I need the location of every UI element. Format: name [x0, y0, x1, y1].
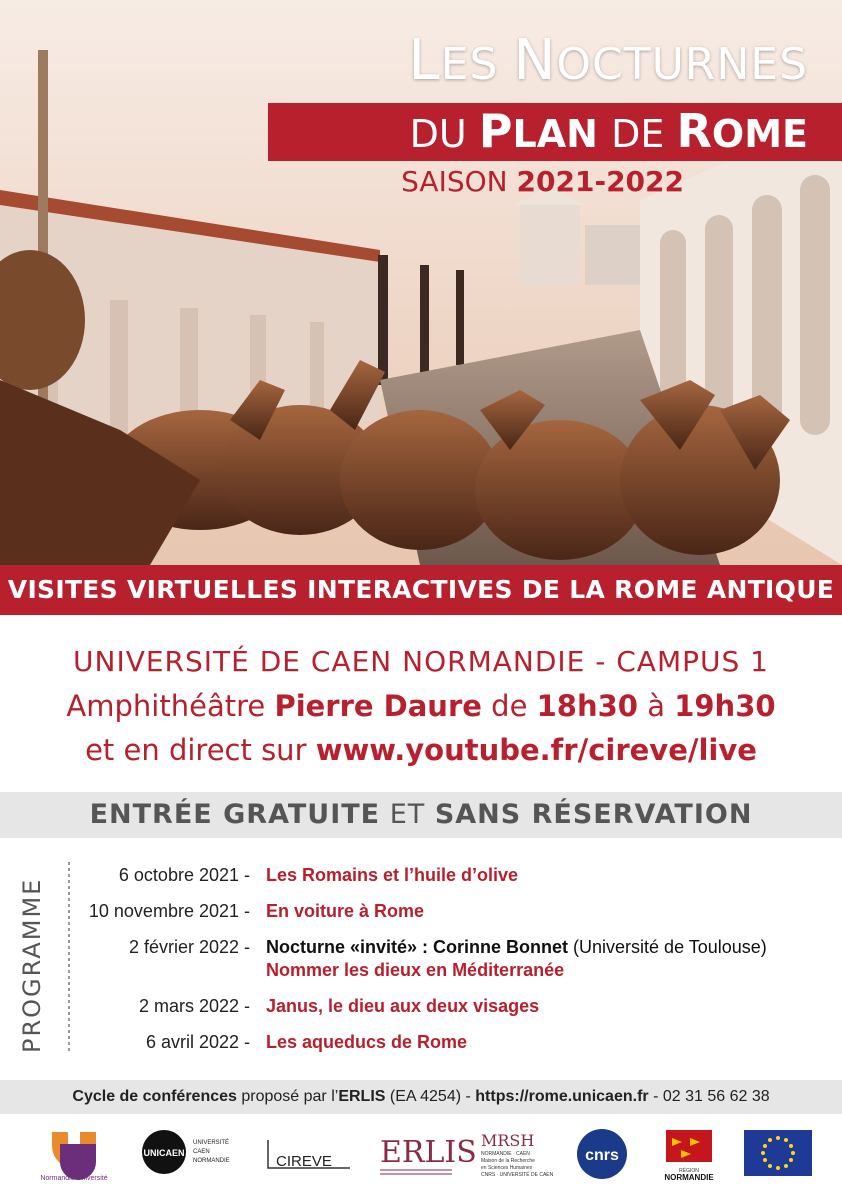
entry-notice: ENTRÉE GRATUITE ET SANS RÉSERVATION	[0, 792, 842, 838]
footer-info: Cycle de conférences proposé par l’ERLIS (EA 4254) - https://rome.unicaen.fr - 02 31 56 62 38	[0, 1080, 842, 1114]
svg-text:NORMANDIE · CAEN: NORMANDIE · CAEN	[481, 1151, 530, 1157]
season-label: SAISON	[401, 165, 508, 198]
logos-strip	[0, 1114, 842, 1191]
cnrs-logo	[577, 1129, 627, 1179]
season-years: 2021-2022	[516, 165, 684, 198]
programme-date: 6 avril 2022 -	[145, 1032, 250, 1052]
venue-line-3: et en direct sur www.youtube.fr/cireve/live	[85, 733, 757, 767]
website-link[interactable]: https://rome.unicaen.fr	[475, 1088, 649, 1105]
erlis-logo	[380, 1135, 477, 1174]
programme-divider	[68, 862, 70, 1054]
svg-text:NORMANDIE: NORMANDIE	[664, 1173, 714, 1182]
venue-line-1: UNIVERSITÉ DE CAEN NORMANDIE - CAMPUS 1	[73, 645, 769, 678]
programme-date: 2 mars 2022 -	[138, 996, 250, 1016]
unicaen-logo	[142, 1130, 230, 1174]
mrsh-logo	[481, 1131, 554, 1178]
programme-date: 6 octobre 2021 -	[118, 865, 250, 885]
programme-date: 2 février 2022 -	[128, 937, 250, 957]
programme-title: En voiture à Rome	[266, 901, 425, 921]
svg-text:CAEN: CAEN	[193, 1149, 210, 1155]
svg-text:RÉGION: RÉGION	[679, 1168, 699, 1174]
cireve-text: CIREVE	[276, 1153, 332, 1170]
svg-text:UNIVERSITÉ: UNIVERSITÉ	[193, 1140, 230, 1146]
programme-title: Nommer les dieux en Méditerranée	[266, 960, 565, 980]
svg-text:Maison de la Recherche: Maison de la Recherche	[481, 1158, 535, 1164]
programme-guest: Nocturne «invité» : Corinne Bonnet (Université de Toulouse)	[266, 937, 767, 957]
venue-line-2: Amphithéâtre Pierre Daure de 18h30 à 19h30	[66, 689, 776, 723]
programme-date: 10 novembre 2021 -	[88, 901, 250, 921]
normandie-universite-logo	[40, 1132, 107, 1182]
programme-title: Janus, le dieu aux deux visages	[266, 996, 540, 1016]
unicaen-mark: UNICAEN	[143, 1148, 185, 1158]
partner-logos	[0, 1114, 842, 1191]
mrsh-title: MRSH	[481, 1131, 535, 1150]
svg-text:CNRS · UNIVERSITÉ DE CAEN: CNRS · UNIVERSITÉ DE CAEN	[481, 1172, 554, 1178]
cireve-logo	[268, 1140, 350, 1170]
season	[401, 165, 684, 198]
erlis-text: ERLIS	[380, 1135, 477, 1170]
svg-text:en Sciences Humaines: en Sciences Humaines	[481, 1165, 533, 1171]
programme-title: Les Romains et l’huile d’olive	[266, 865, 519, 885]
eu-flag-logo	[744, 1130, 812, 1176]
region-normandie-logo	[664, 1130, 714, 1182]
youtube-link[interactable]: www.youtube.fr/cireve/live	[315, 733, 757, 767]
normandie-univ-text: Normandie Université	[40, 1175, 108, 1182]
title-line-2: DU PLAN DE ROME	[409, 104, 808, 158]
banner: VISITES VIRTUELLES INTERACTIVES DE LA ROME ANTIQUE	[0, 565, 842, 615]
title-line-1: LES NOCTURNES	[408, 28, 808, 93]
programme-title: Les aqueducs de Rome	[266, 1032, 468, 1052]
programme-label: PROGRAMME	[18, 877, 46, 1053]
hero-image	[0, 0, 842, 565]
venue-info	[0, 640, 842, 772]
svg-text:NORMANDIE: NORMANDIE	[193, 1158, 230, 1164]
cnrs-text: cnrs	[585, 1147, 619, 1164]
